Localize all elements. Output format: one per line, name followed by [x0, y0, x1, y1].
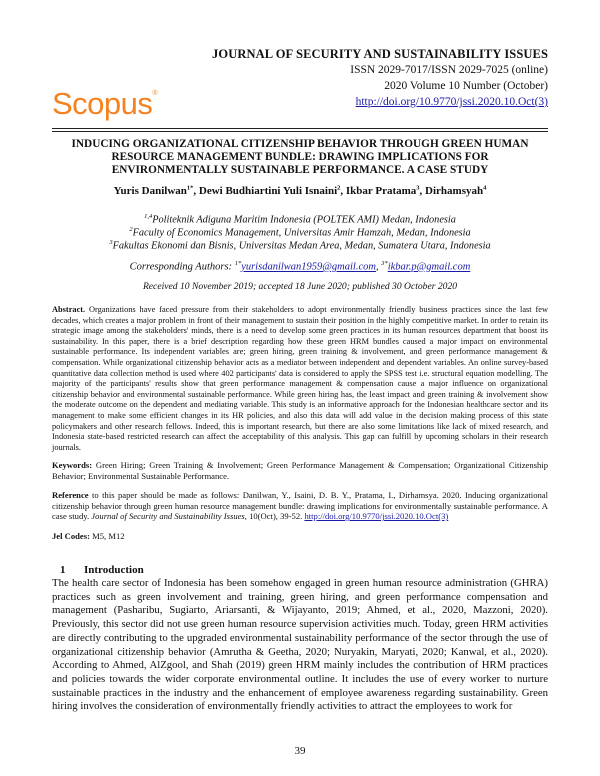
jel-codes: Jel Codes: M5, M12 [52, 531, 125, 541]
email-link[interactable]: yurisdanilwan1959@gmail.com [241, 261, 376, 273]
affiliation: $^{1,4}$Politeknik Adiguna Maritim Indonesia (POLTEK AMI) Medan, Indonesia [144, 213, 456, 226]
author: Ikbar Pratama$^3$, [345, 184, 426, 197]
abstract: Abstract. Organizations have faced pressure from their stakeholders to adopt environmentally friendly business practices since the last few decades, which creates a major problem in front of their management to sustain their position in the highly competitive market. In order to retain its strategic image among the stakeholders' minds, there is a need to develop some green practices in its human resources department that boost its sustainability. In this paper, there is a brief description regarding how these green HRM bundles caused a major impact on environmental sustainable performance. Its independent variables are; green hiring, green training & involvement, and green performance management & compensation. While organizational citizenship behavior acts as a mediator between independent and dependent variables. An online survey-based quantitative data collection method is used where 402 participants' data is considered to apply the SPSS test i.e. structural equation modelling. The majority of the participants' results show that green performance management & compensation cause a major influence on organizational citizenship behavior and environmental sustainable performance. While green hiring has, the least impact and green training & involvement show the moderate outcome on the dependent and mediating variable. This study is an informative approach for the Indonesian healthcare sector and its management to make some efficient changes in its HR policies, and also this data will add value in the decision making process of this state policymakers and other research fellows. Indeed, this is important research, but there are also some limitations like lack of mixed research, and Indonesia state-based restricted research can affect the acceptability of this analysis. This gap can fulfill by upcoming scholars in their research journals. [52, 305, 548, 452]
reference-label: Reference [52, 490, 89, 500]
page-number: 39 [294, 745, 306, 757]
journal-header [212, 46, 548, 110]
introduction-text: The health care sector of Indonesia has been somehow engaged in green human resource administration (GHRA) practices such as green involvement and training, green hiring, and green performance compensation and management (Pasharibu, Sugiarto, Ariarsanti, & Wijayanto, 2019; Ahmed, et al., 2020, Mazzoni, 2020). Previously, this sector did not use green human resource supervision activities much. Today, green HRM activities are directly contributing to the upgraded environmental sustainability performance of the sector through the use of organizational citizenship behavior (Amrutha & Geetha, 2020; Nuryakin, Maryati, 2020; Kanwal, et al., 2020). According to Ahmed, AlZgool, and Shah (2019) green HRM mainly includes the contribution of HRM practices and policies towards the wider corporate environmental outline. It includes the use of every worker to nurture sustainable practices in the industry and the enhancement of employee awareness regarding sustainability. Green hiring involves the consideration of environmentally friendly activities to attract the employees to work for [52, 577, 548, 713]
journal-title: JOURNAL OF SECURITY AND SUSTAINABILITY ISSUES [212, 47, 548, 61]
header-divider-thin [52, 131, 548, 132]
author: Dirhamsyah$^4$ [425, 184, 487, 197]
scopus-logo: Scopus® [52, 86, 158, 121]
header-divider [52, 128, 548, 129]
affiliation: $^3$Fakultas Ekonomi dan Bisnis, Universitas Medan Area, Medan, Sumatera Utara, Indonesia [109, 239, 491, 252]
journal-volume: 2020 Volume 10 Number (October) [384, 80, 548, 92]
publication-dates: Received 10 November 2019; accepted 18 June 2020; published 30 October 2020 [142, 281, 458, 292]
author: Yuris Danilwan$^{1*}$, [113, 184, 199, 197]
journal-issn: ISSN 2029-7017/ISSN 2029-7025 (online) [350, 64, 548, 76]
citation-reference: Reference to this paper should be made as follows: Danilwan, Y., Isaini, D. B. Y., Pratama, I., Dirhamsya. 2020. Inducing organizational citizenship behavior through green human resource management bundle: drawing implications for environmentally sustainable performance. A case study. Journal of Security and Sustainability Issues, 10(Oct), 39-52. http://doi.org/10.9770/jssi.2020.10.Oct(3) [52, 490, 548, 522]
keywords-label: Keywords: [52, 460, 93, 470]
author-list [52, 184, 548, 197]
reference-doi-link[interactable]: http://doi.org/10.9770/jssi.2020.10.Oct(3) [304, 511, 449, 522]
email-link[interactable]: ikbar.p@gmail.com [387, 261, 471, 273]
author: Dewi Budhiartini Yuli Isnaini$^2$, [198, 184, 346, 197]
journal-doi-link[interactable]: http://doi.org/10.9770/jssi.2020.10.Oct(3) [355, 96, 548, 108]
corresponding-authors: Corresponding Authors: $^{1*}$yurisdanilwan1959@gmail.com, $^{3*}$ikbar.p@gmail.com [129, 260, 471, 273]
paper-title: INDUCING ORGANIZATIONAL CITIZENSHIP BEHAVIOR THROUGH GREEN HUMAN RESOURCE MANAGEMENT BUNDLE: DRAWING IMPLICATIONS FOR ENVIRONMENTALLY SUSTAINABLE PERFORMANCE. A CASE STUDY [71, 138, 529, 176]
affiliation: $^2$Faculty of Economics Management, Universitas Amir Hamzah, Medan, Indonesia [129, 226, 471, 239]
jel-label: Jel Codes: [52, 531, 90, 541]
abstract-label: Abstract. [52, 305, 86, 314]
section-heading: 1 Introduction [60, 564, 144, 576]
keywords: Keywords: Green Hiring; Green Training & Involvement; Green Performance Management & Compensation; Organizational Citizenship Behavior; Environmental Sustainable Performance. [52, 460, 548, 481]
